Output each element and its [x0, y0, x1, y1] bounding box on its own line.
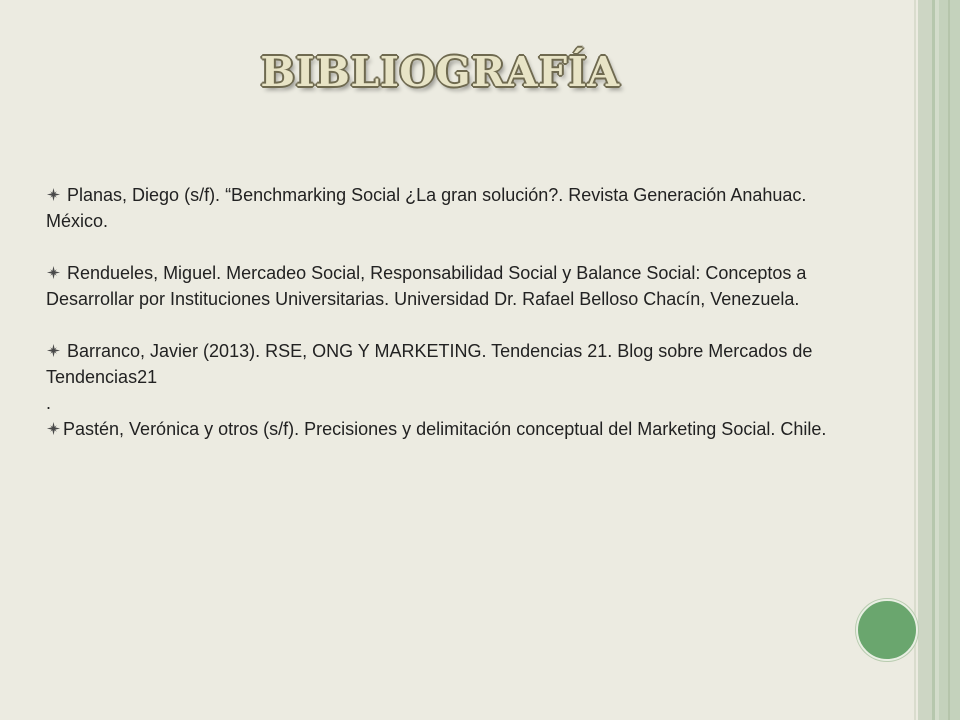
reference-item [46, 338, 858, 390]
reference-text: Planas, Diego (s/f). “Benchmarking Social ¿La gran solución?. Revista Generación Anahuac. México. [46, 185, 807, 231]
decorative-stripe [948, 0, 950, 720]
reference-item [46, 260, 858, 312]
decorative-stripe [914, 0, 916, 720]
reference-item [46, 416, 858, 442]
separator-dot: . [46, 393, 52, 413]
reference-list [46, 182, 858, 442]
diamond-star-icon [46, 343, 61, 358]
diamond-star-icon [46, 265, 61, 280]
reference-text: Rendueles, Miguel. Mercadeo Social, Responsabilidad Social y Balance Social: Conceptos a Desarrollar por Instituciones Universitarias. Universidad Dr. Rafael Belloso Chacín, Venezuela. [46, 263, 807, 309]
slide-title: BIBLIOGRAFÍA [260, 48, 620, 96]
decorative-circle [856, 599, 918, 661]
reference-item [46, 182, 858, 234]
decorative-stripe [918, 0, 932, 720]
reference-text: Barranco, Javier (2013). RSE, ONG Y MARKETING. Tendencias 21. Blog sobre Mercados de Tendencias21 [46, 341, 813, 387]
diamond-star-icon [46, 187, 61, 202]
diamond-star-icon [46, 421, 61, 436]
reference-text: Pastén, Verónica y otros (s/f). Precisiones y delimitación conceptual del Marketing Social. Chile. [63, 419, 827, 439]
